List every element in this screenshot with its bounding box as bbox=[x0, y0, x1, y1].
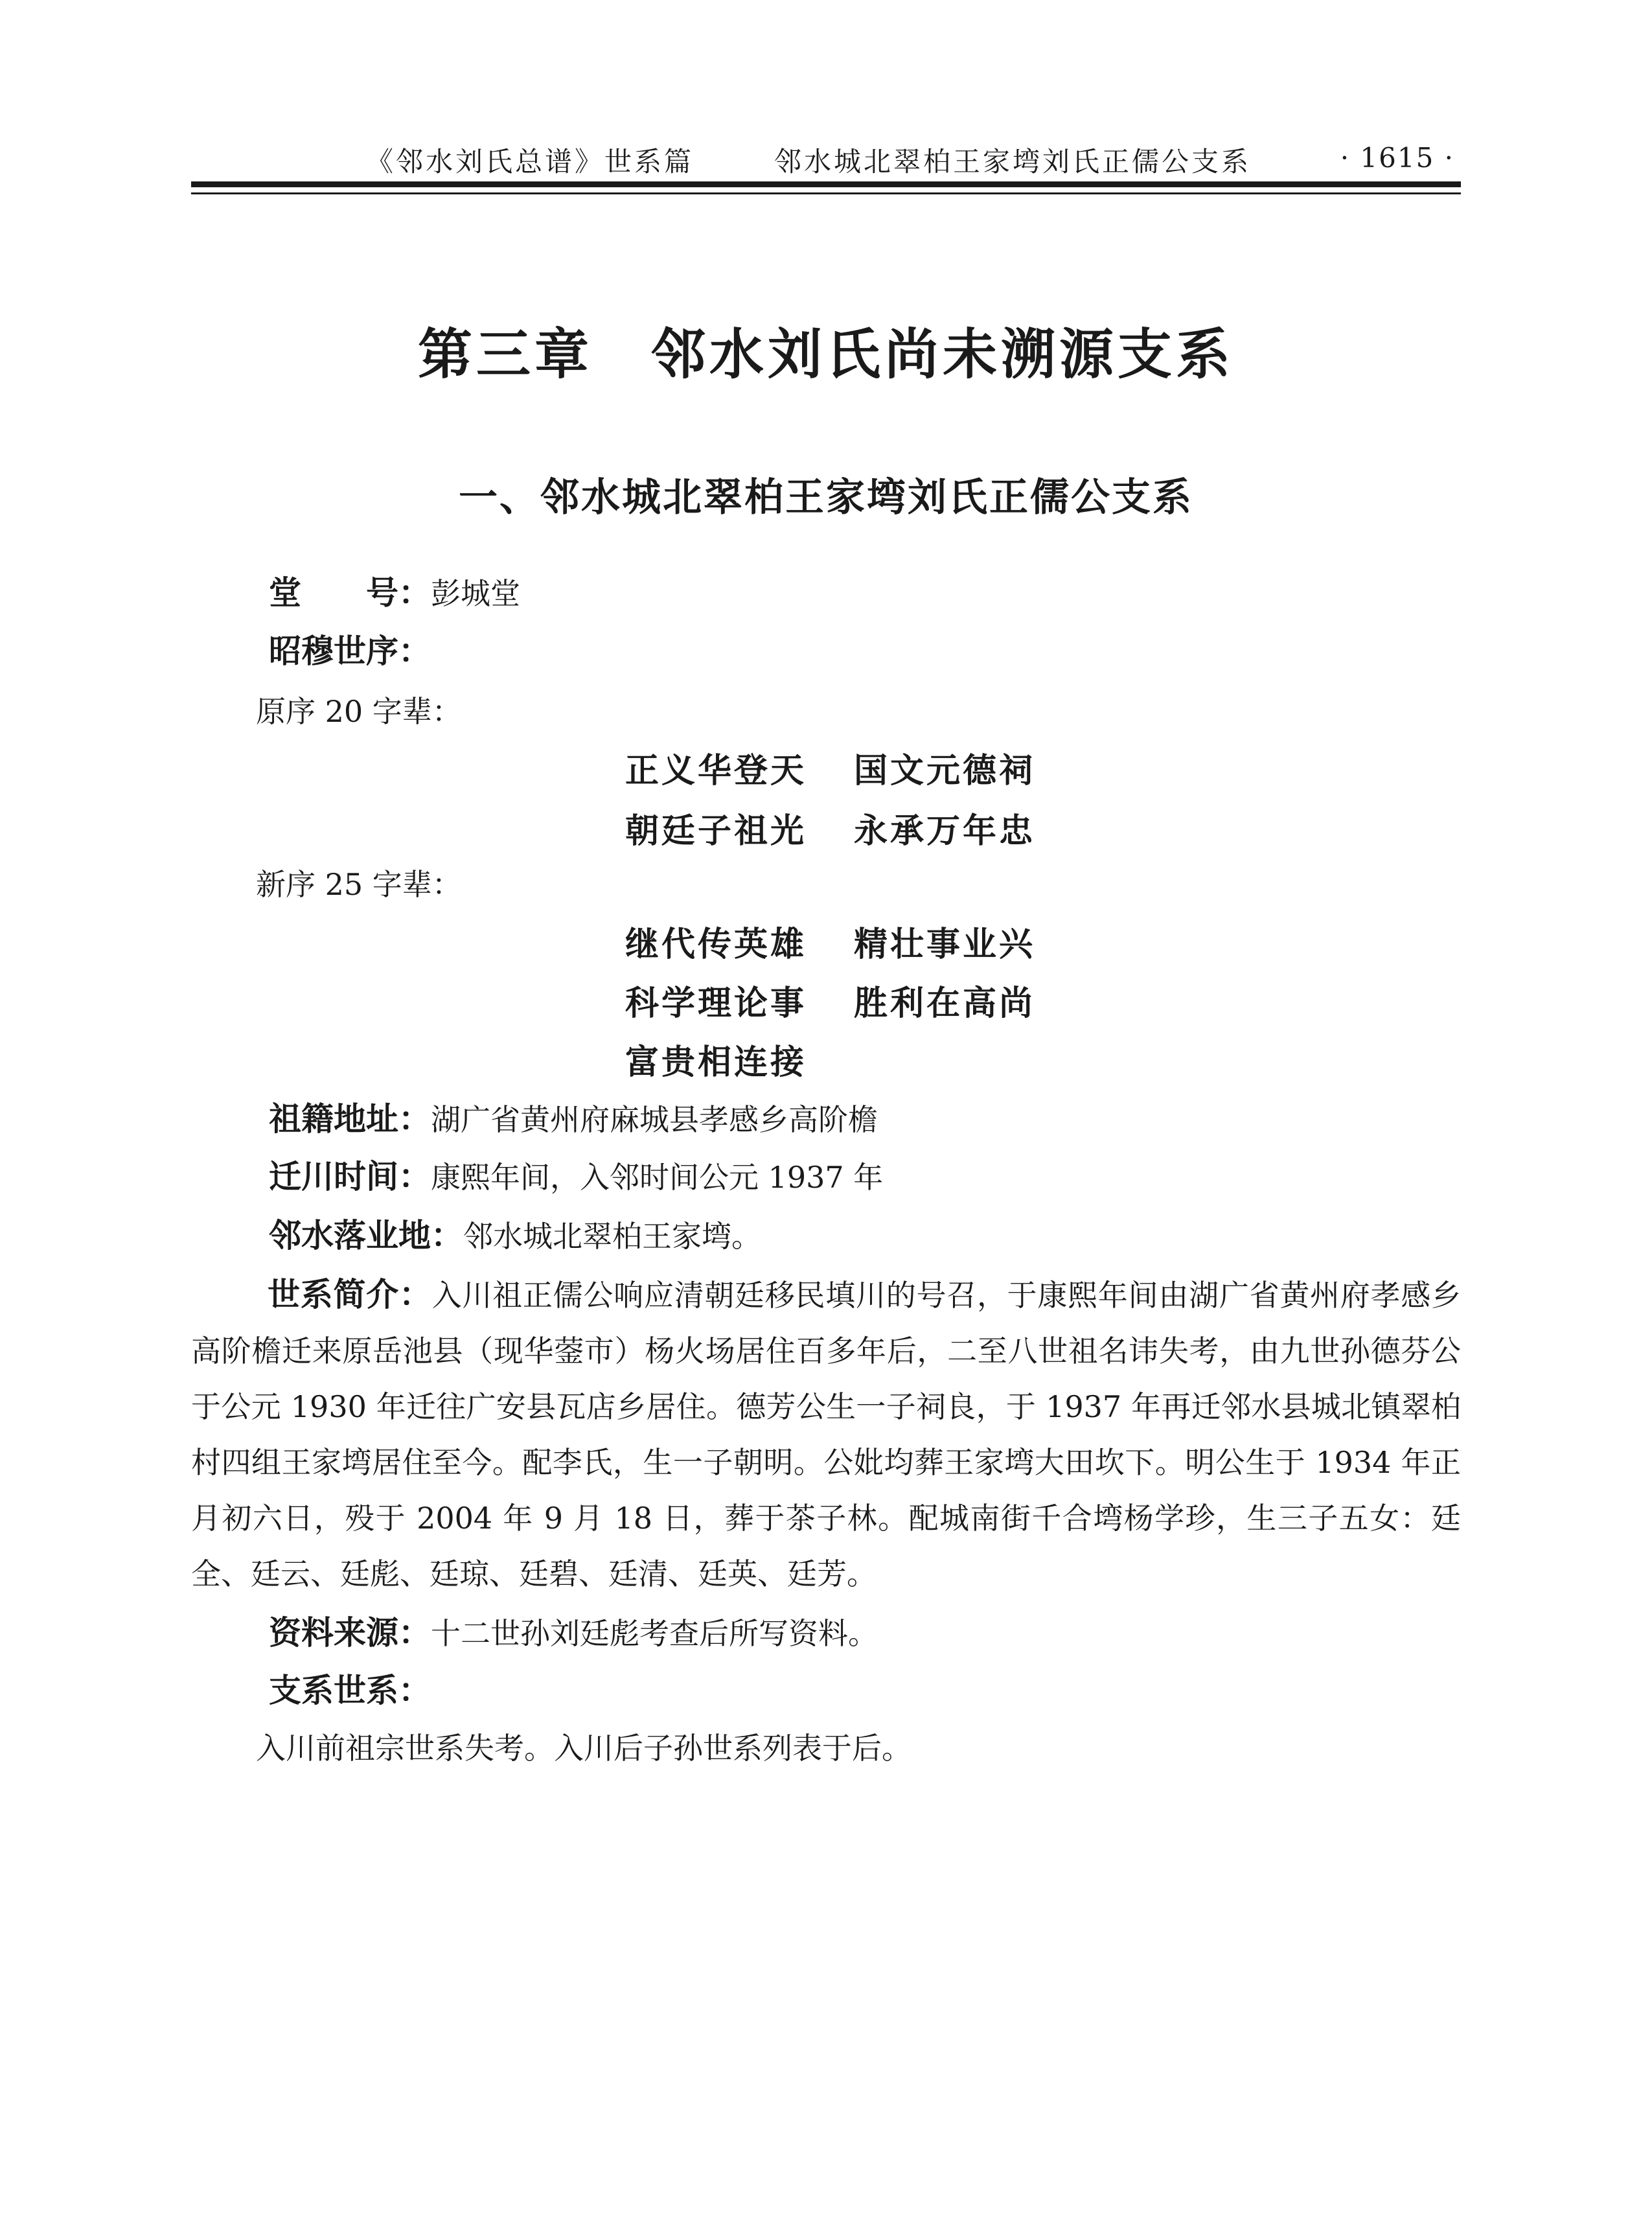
original-order-label: 原序 20 字辈： bbox=[256, 694, 462, 729]
new-order-line-3a: 富贵相连接 bbox=[625, 1043, 807, 1082]
tang-hao-value: 彭城堂 bbox=[431, 576, 520, 611]
new-order-line-1a: 继代传英雄 bbox=[625, 925, 807, 964]
zhaomu-line bbox=[269, 632, 431, 671]
source-label: 资料来源： bbox=[269, 1614, 431, 1652]
original-order-line-2b: 永承万年忠 bbox=[854, 812, 1036, 851]
closing-text: 入川前祖宗世系失考。入川后子孙世系列表于后。 bbox=[256, 1731, 912, 1766]
tang-hao-line bbox=[269, 573, 520, 613]
new-order-line-2b: 胜利在高尚 bbox=[854, 984, 1036, 1023]
page-number: · 1615 · bbox=[1340, 142, 1454, 174]
new-order-line-2a: 科学理论事 bbox=[625, 984, 807, 1023]
ancestral-address-line bbox=[269, 1100, 878, 1139]
chapter-title: 第三章 邻水刘氏尚未溯源支系 bbox=[417, 322, 1234, 386]
ancestral-address-value: 湖广省黄州府麻城县孝感乡高阶檐 bbox=[431, 1102, 878, 1137]
original-order-line-1a: 正义华登天 bbox=[625, 752, 807, 790]
migration-time-line bbox=[269, 1157, 883, 1197]
original-order-line-1b: 国文元德祠 bbox=[854, 752, 1036, 790]
lineage-intro-label: 世系简介： bbox=[268, 1276, 432, 1313]
header-book-title: 《邻水刘氏总谱》世系篇 bbox=[366, 146, 694, 178]
new-order-line-1b: 精壮事业兴 bbox=[854, 925, 1036, 964]
header-branch-title: 邻水城北翠柏王家塆刘氏正儒公支系 bbox=[774, 146, 1252, 178]
running-header bbox=[191, 133, 1461, 178]
branch-lineage-line bbox=[269, 1671, 431, 1711]
new-order-label: 新序 25 字辈： bbox=[256, 867, 462, 902]
ancestral-address-label: 祖籍地址： bbox=[269, 1100, 431, 1138]
settlement-value: 邻水城北翠柏王家塆。 bbox=[463, 1219, 761, 1254]
lineage-intro-paragraph bbox=[191, 1267, 1461, 1602]
settlement-line bbox=[269, 1216, 761, 1256]
migration-time-value: 康熙年间，入邻时间公元 1937 年 bbox=[431, 1160, 884, 1195]
zhaomu-label: 昭穆世序： bbox=[269, 632, 431, 670]
migration-time-label: 迁川时间： bbox=[269, 1158, 431, 1195]
section-title: 一、邻水城北翠柏王家塆刘氏正儒公支系 bbox=[459, 475, 1193, 520]
header-rule-thick bbox=[191, 181, 1461, 187]
source-line bbox=[269, 1613, 878, 1653]
settlement-label: 邻水落业地： bbox=[269, 1217, 463, 1254]
original-order-line-2a: 朝廷子祖光 bbox=[625, 812, 807, 851]
branch-lineage-label: 支系世系： bbox=[269, 1672, 431, 1709]
tang-hao-label: 堂 号： bbox=[269, 574, 431, 612]
lineage-intro-text: 入川祖正儒公响应清朝廷移民填川的号召，于康熙年间由湖广省黄州府孝感乡高阶檐迁来原岳池县（现华蓥市）杨火场居住百多年后，二至八世祖名讳失考，由九世孙德芬公于公元 1930 年迁往广安县瓦店乡居住。德芳公生一子祠良，于 1937 年再迁邻水县城北镇翠柏村四组王家塆居住至今。配李氏，生一子朝明。公妣均葬王家塆大田坎下。明公生于 1934 年正月初六日，殁于 2004 年 9 月 18 日，葬于茶子林。配城南街千合塆杨学珍，生三子五女：廷全、廷云、廷彪、廷琼、廷碧、廷清、廷英、廷芳。 bbox=[191, 1278, 1462, 1591]
header-rule-thin bbox=[191, 192, 1461, 194]
source-value: 十二世孙刘廷彪考查后所写资料。 bbox=[431, 1616, 878, 1651]
